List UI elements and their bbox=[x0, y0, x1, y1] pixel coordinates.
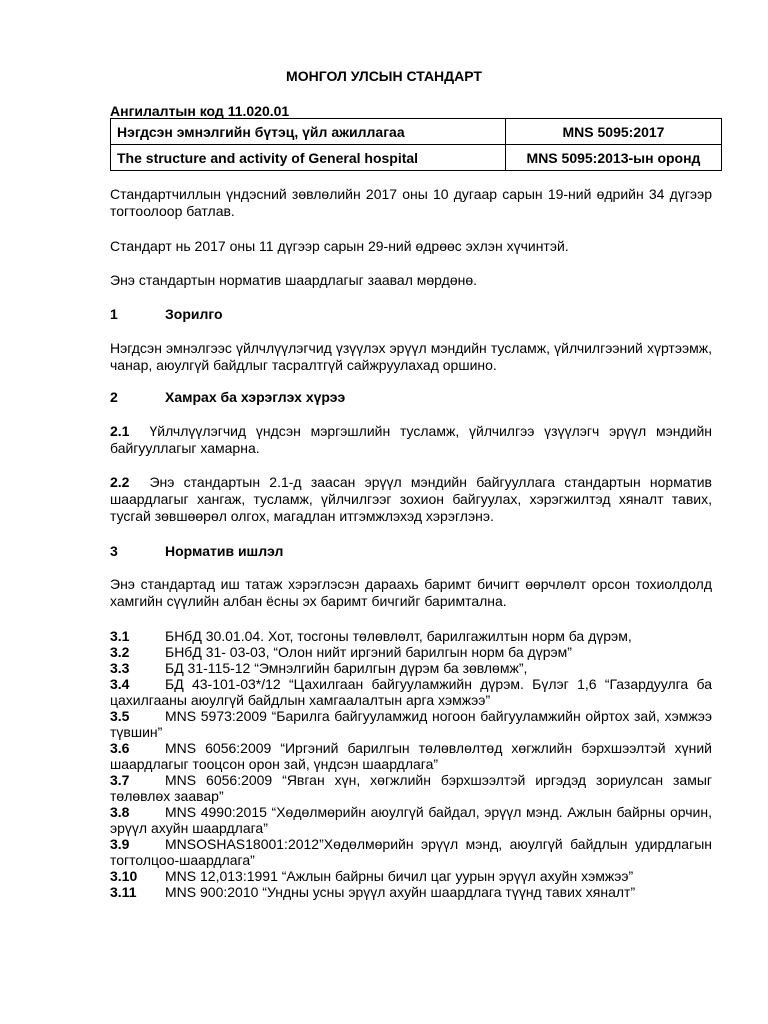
reference-text: БД 43-101-03*/12 “Цахилгаан байгууламжийн дүрэм. Бүлэг 1,6 “Газардуулга ба цахилгааны аюулгүй байдлын хамгаалалтын арга хэмжээ” bbox=[110, 676, 712, 708]
reference-number: 3.7 bbox=[110, 772, 130, 788]
list-item bbox=[110, 868, 712, 884]
document-title: МОНГОЛ УЛСЫН СТАНДАРТ bbox=[286, 68, 482, 84]
section-title: Зорилго bbox=[165, 306, 223, 322]
standard-header-table bbox=[110, 118, 722, 171]
section-number: 1 bbox=[110, 306, 118, 322]
effective-date-paragraph: Стандарт нь 2017 оны 11 дүгээр сарын 29-ний өдрөөс эхлэн хүчинтэй. bbox=[110, 238, 569, 254]
section-title: Норматив ишлэл bbox=[165, 543, 284, 559]
reference-number: 3.11 bbox=[110, 884, 137, 900]
reference-text: MNSOSHAS18001:2012”Хөдөлмөрийн эрүүл мэнд, аюулгүй байдлын удирдлагын тогтолцоо-шаардлага” bbox=[110, 836, 712, 868]
reference-number: 3.5 bbox=[110, 708, 130, 724]
section-heading-2 bbox=[110, 389, 345, 405]
clause-number: 2.2 bbox=[110, 474, 130, 490]
reference-text: MNS 4990:2015 “Хөдөлмөрийн аюулгүй байдал, эрүүл мэнд. Ажлын байрны орчин, эрүүл ахуйн шаардлага” bbox=[110, 804, 712, 836]
reference-text: MNS 6056:2009 “Иргэний барилгын төлөвлөлтөд хөгжлийн бэрхшээлтэй хүний шаардлагыг тооцсон орон зай, үндсэн шаардлага” bbox=[110, 740, 712, 772]
section-heading-1 bbox=[110, 306, 223, 322]
list-item bbox=[110, 772, 712, 804]
clause-2-1 bbox=[110, 423, 712, 457]
reference-text: БНбД 30.01.04. Хот, тосгоны төлөвлөлт, барилгажилтын норм ба дүрэм, bbox=[165, 628, 632, 644]
table-row bbox=[111, 145, 722, 171]
clause-number: 2.1 bbox=[110, 423, 130, 439]
reference-text: MNS 12,013:1991 “Ажлын байрны бичил цаг уурын эрүүл ахуйн хэмжээ” bbox=[165, 868, 634, 884]
standard-replaces: MNS 5095:2013-ын оронд bbox=[506, 145, 722, 171]
list-item bbox=[110, 884, 712, 900]
reference-number: 3.6 bbox=[110, 740, 130, 756]
section-number: 2 bbox=[110, 389, 118, 405]
reference-list bbox=[110, 628, 712, 900]
approval-paragraph: Стандартчиллын үндэсний зөвлөлийн 2017 оны 10 дугаар сарын 19-ний өдрийн 34 дүгээр тогтоолоор батлав. bbox=[110, 186, 712, 219]
reference-text: MNS 5973:2009 “Барилга байгууламжид ногоон байгууламжийн ойртох зай, хэмжээ түвшин” bbox=[110, 708, 712, 740]
reference-number: 3.9 bbox=[110, 836, 130, 852]
reference-number: 3.8 bbox=[110, 804, 130, 820]
section-heading-3 bbox=[110, 543, 283, 559]
clause-text: Энэ стандартын 2.1-д заасан эрүүл мэндийн байгууллага стандартын норматив шаардлагыг хангаж, тусламж, үйлчилгээг зохион байгуулах, хэрэгжилтэд хяналт тавих, тусгай зөвшөөрөл олгох, магадлан итгэмжлэхэд хэрэглэнэ. bbox=[110, 474, 712, 524]
clause-text: Үйлчлүүлэгчид үндсэн мэргэшлийн тусламж, үйлчилгээ үзүүлэгч эрүүл мэндийн байгууллагыг хамарна. bbox=[110, 423, 712, 456]
section-title: Хамрах ба хэрэглэх хүрээ bbox=[165, 389, 346, 405]
table-row bbox=[111, 119, 722, 145]
standard-name-mn: Нэгдсэн эмнэлгийн бүтэц, үйл ажиллагаа bbox=[111, 119, 506, 145]
list-item bbox=[110, 628, 712, 644]
reference-number: 3.3 bbox=[110, 660, 130, 676]
list-item bbox=[110, 740, 712, 772]
list-item bbox=[110, 804, 712, 836]
standard-code: MNS 5095:2017 bbox=[506, 119, 722, 145]
list-item bbox=[110, 708, 712, 740]
reference-text: MNS 900:2010 “Ундны усны эрүүл ахуйн шаардлага түүнд тавих хяналт” bbox=[165, 884, 636, 900]
standard-name-en: The structure and activity of General hospital bbox=[111, 145, 506, 171]
list-item bbox=[110, 836, 712, 868]
classification-code: Ангилалтын код 11.020.01 bbox=[110, 103, 290, 119]
reference-number: 3.4 bbox=[110, 676, 130, 692]
reference-number: 3.1 bbox=[110, 628, 130, 644]
section1-paragraph: Нэгдсэн эмнэлгээс үйлчлүүлэгчид үзүүлэх эрүүл мэндийн тусламж, үйлчилгээний хүртээмж, чанар, аюулгүй байдлыг тасралтгүй сайжруулахад оршино. bbox=[110, 340, 712, 373]
reference-text: MNS 6056:2009 “Явган хүн, хөгжлийн бэрхшээлтэй иргэдэд зориулсан замыг төлөвлөх заавар” bbox=[110, 772, 712, 804]
section-number: 3 bbox=[110, 543, 118, 559]
list-item bbox=[110, 644, 712, 660]
clause-2-2 bbox=[110, 474, 712, 525]
reference-number: 3.2 bbox=[110, 644, 130, 660]
reference-text: БД 31-115-12 “Эмнэлгийн барилгын дүрэм ба зөвлөмж”, bbox=[165, 660, 528, 676]
list-item bbox=[110, 676, 712, 708]
reference-number: 3.10 bbox=[110, 868, 138, 884]
list-item bbox=[110, 660, 712, 676]
reference-text: БНбД 31- 03-03, “Олон нийт иргэний барилгын норм ба дүрэм” bbox=[165, 644, 572, 660]
mandatory-paragraph: Энэ стандартын норматив шаардлагыг заавал мөрдөнө. bbox=[110, 272, 478, 288]
section3-paragraph: Энэ стандартад иш татаж хэрэглэсэн дараахь баримт бичигт өөрчлөлт орсон тохиолдолд хамгийн сүүлийн албан ёсны эх баримт бичгийг баримтална. bbox=[110, 576, 712, 609]
